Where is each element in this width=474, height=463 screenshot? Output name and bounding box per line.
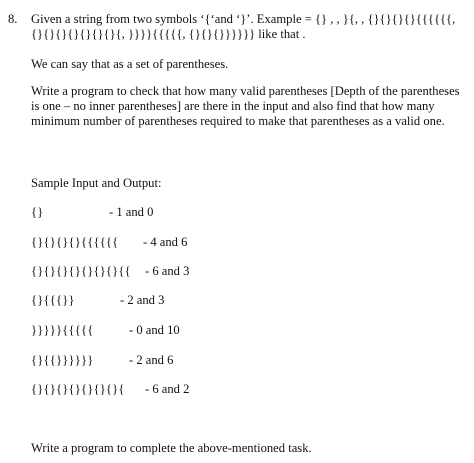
example-row bbox=[31, 205, 154, 220]
example-input: {}{}{}{}{}{}{}{{ bbox=[31, 264, 131, 278]
example-row bbox=[31, 293, 165, 308]
example-input: {}{}{}{}{{{{{{ bbox=[31, 235, 119, 249]
example-output: - 6 and 2 bbox=[145, 382, 190, 396]
example-output: - 2 and 6 bbox=[129, 353, 174, 367]
example-output: - 6 and 3 bbox=[145, 264, 190, 278]
intro-line-1: Given a string from two symbols ‘{‘and ‘}’. Example = {} , , }{, , {}{}{}{}{{{{{{, bbox=[31, 12, 456, 26]
sample-heading: Sample Input and Output: bbox=[31, 176, 162, 190]
example-input: }}}}}{{{{{ bbox=[31, 323, 94, 337]
task-line-1: Write a program to check that how many valid parentheses [Depth of the parentheses bbox=[31, 84, 460, 98]
example-row bbox=[31, 264, 190, 279]
intro-line-2: {}{}{}{}{}{}{}{, }}}}{{{{{, {}{}{}}}}}} like that . bbox=[31, 27, 306, 41]
parentheses-statement: We can say that as a set of parentheses. bbox=[31, 57, 229, 71]
example-output: - 1 and 0 bbox=[109, 205, 154, 219]
example-output: - 2 and 3 bbox=[120, 293, 165, 307]
example-output: - 0 and 10 bbox=[129, 323, 180, 337]
example-row bbox=[31, 353, 174, 368]
example-output: - 4 and 6 bbox=[143, 235, 188, 249]
example-input: {}{{}}}}}} bbox=[31, 353, 94, 367]
closing-task: Write a program to complete the above-mentioned task. bbox=[31, 441, 312, 455]
question-number: 8. bbox=[8, 12, 18, 26]
question-intro bbox=[31, 12, 467, 42]
example-row bbox=[31, 382, 190, 397]
example-input: {} bbox=[31, 205, 44, 219]
task-line-3: minimum number of parentheses required to make that parentheses as a valid one. bbox=[31, 114, 445, 128]
task-description bbox=[31, 84, 467, 129]
task-line-2: is one – no inner parentheses] are there in the input and also find that how many bbox=[31, 99, 435, 113]
example-row bbox=[31, 235, 188, 250]
example-row bbox=[31, 323, 180, 338]
example-input: {}{{{}} bbox=[31, 293, 75, 307]
example-input: {}{}{}{}{}{}{}{ bbox=[31, 382, 125, 396]
